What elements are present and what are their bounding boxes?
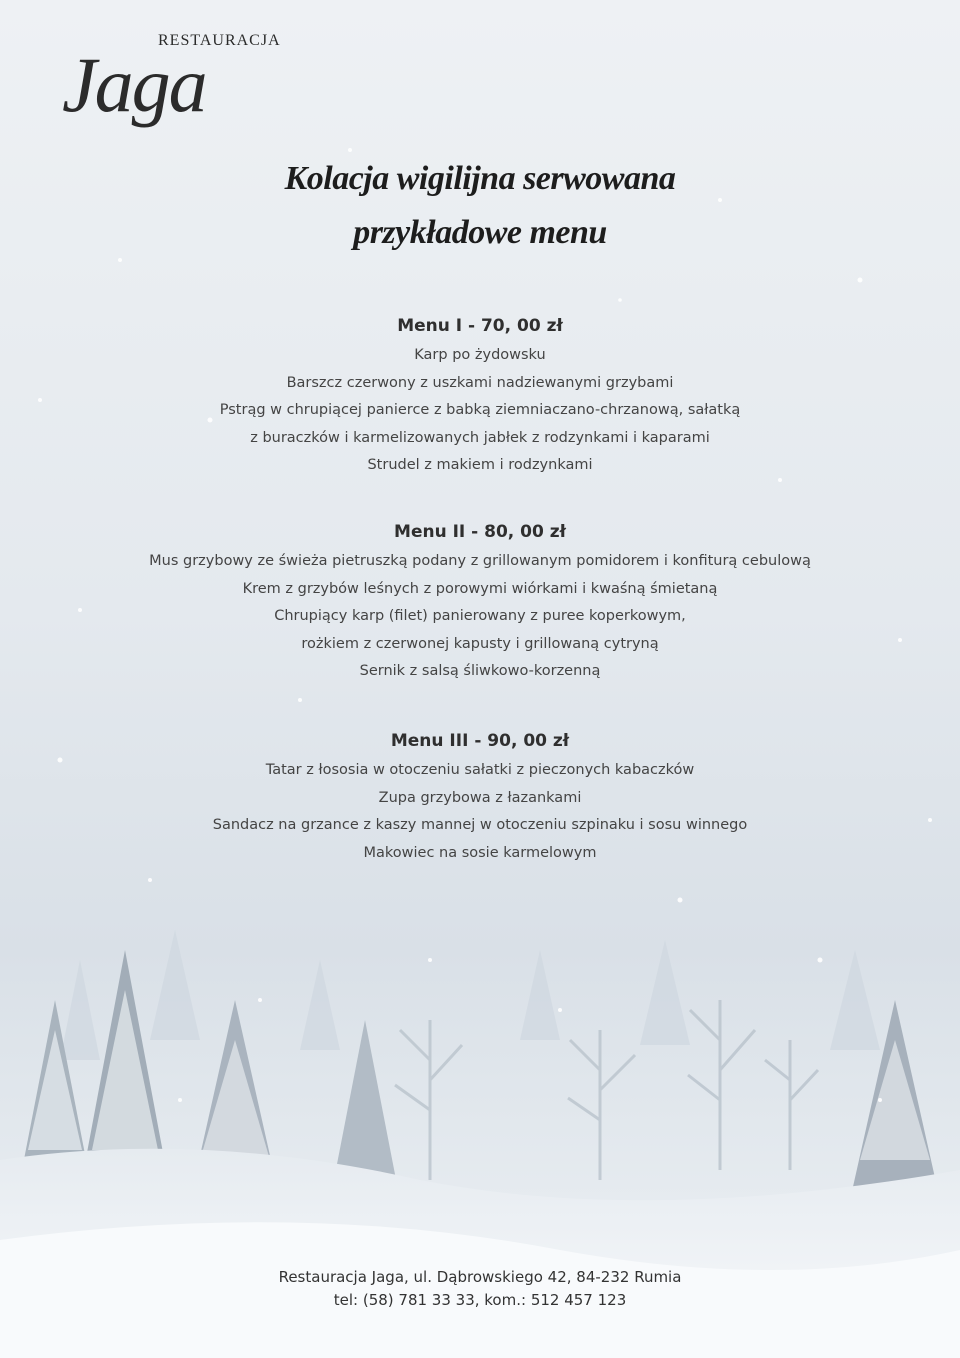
- menu-heading: Menu III - 90, 00 zł: [390, 731, 570, 751]
- menu-section-1: [0, 310, 960, 480]
- menu-item: Strudel z makiem i rodzynkami: [367, 457, 593, 473]
- footer-phone: tel: (58) 781 33 33, kom.: 512 457 123: [333, 1291, 627, 1309]
- menu-item: Sandacz na grzance z kaszy mannej w otoczeniu szpinaku i sosu winnego: [212, 817, 748, 833]
- menu-section-3: [0, 725, 960, 867]
- contact-footer: [0, 1266, 960, 1312]
- menu-item: Barszcz czerwony z uszkami nadziewanymi grzybami: [286, 374, 674, 391]
- menu-section-2: [0, 516, 960, 686]
- restaurant-logo: [62, 30, 281, 128]
- menu-item: Karp po żydowsku: [414, 347, 546, 363]
- page-title-line2: przykładowe menu: [353, 214, 607, 251]
- menu-item: Chrupiący karp (filet) panierowany z puree koperkowym,: [274, 608, 686, 624]
- page-title-line1: Kolacja wigilijna serwowana: [284, 160, 676, 197]
- menu-item: Tatar z łososia w otoczeniu sałatki z pieczonych kabaczków: [265, 762, 695, 778]
- menu-heading: Menu II - 80, 00 zł: [394, 522, 566, 542]
- footer-address: Restauracja Jaga, ul. Dąbrowskiego 42, 84-232 Rumia: [278, 1268, 682, 1286]
- menu-item: rożkiem z czerwonej kapusty i grillowaną cytryną: [301, 635, 659, 652]
- menu-item: Makowiec na sosie karmelowym: [363, 844, 597, 861]
- logo-script-text: Jaga: [62, 41, 206, 128]
- menu-item: Krem z grzybów leśnych z porowymi wiórkami i kwaśną śmietaną: [242, 580, 718, 597]
- menu-item: Mus grzybowy ze świeża pietruszką podany z grillowanym pomidorem i konfiturą cebulową: [149, 553, 811, 569]
- menu-item: Sernik z salsą śliwkowo-korzenną: [359, 663, 601, 679]
- menu-item: Pstrąg w chrupiącej panierce z babką ziemniaczano-chrzanową, sałatką: [219, 402, 741, 418]
- menu-item: Zupa grzybowa z łazankami: [378, 789, 582, 806]
- menu-heading: Menu I - 70, 00 zł: [397, 316, 563, 336]
- logo-small-text: RESTAURACJA: [158, 32, 281, 49]
- menu-item: z buraczków i karmelizowanych jabłek z rodzynkami i kaparami: [250, 429, 710, 446]
